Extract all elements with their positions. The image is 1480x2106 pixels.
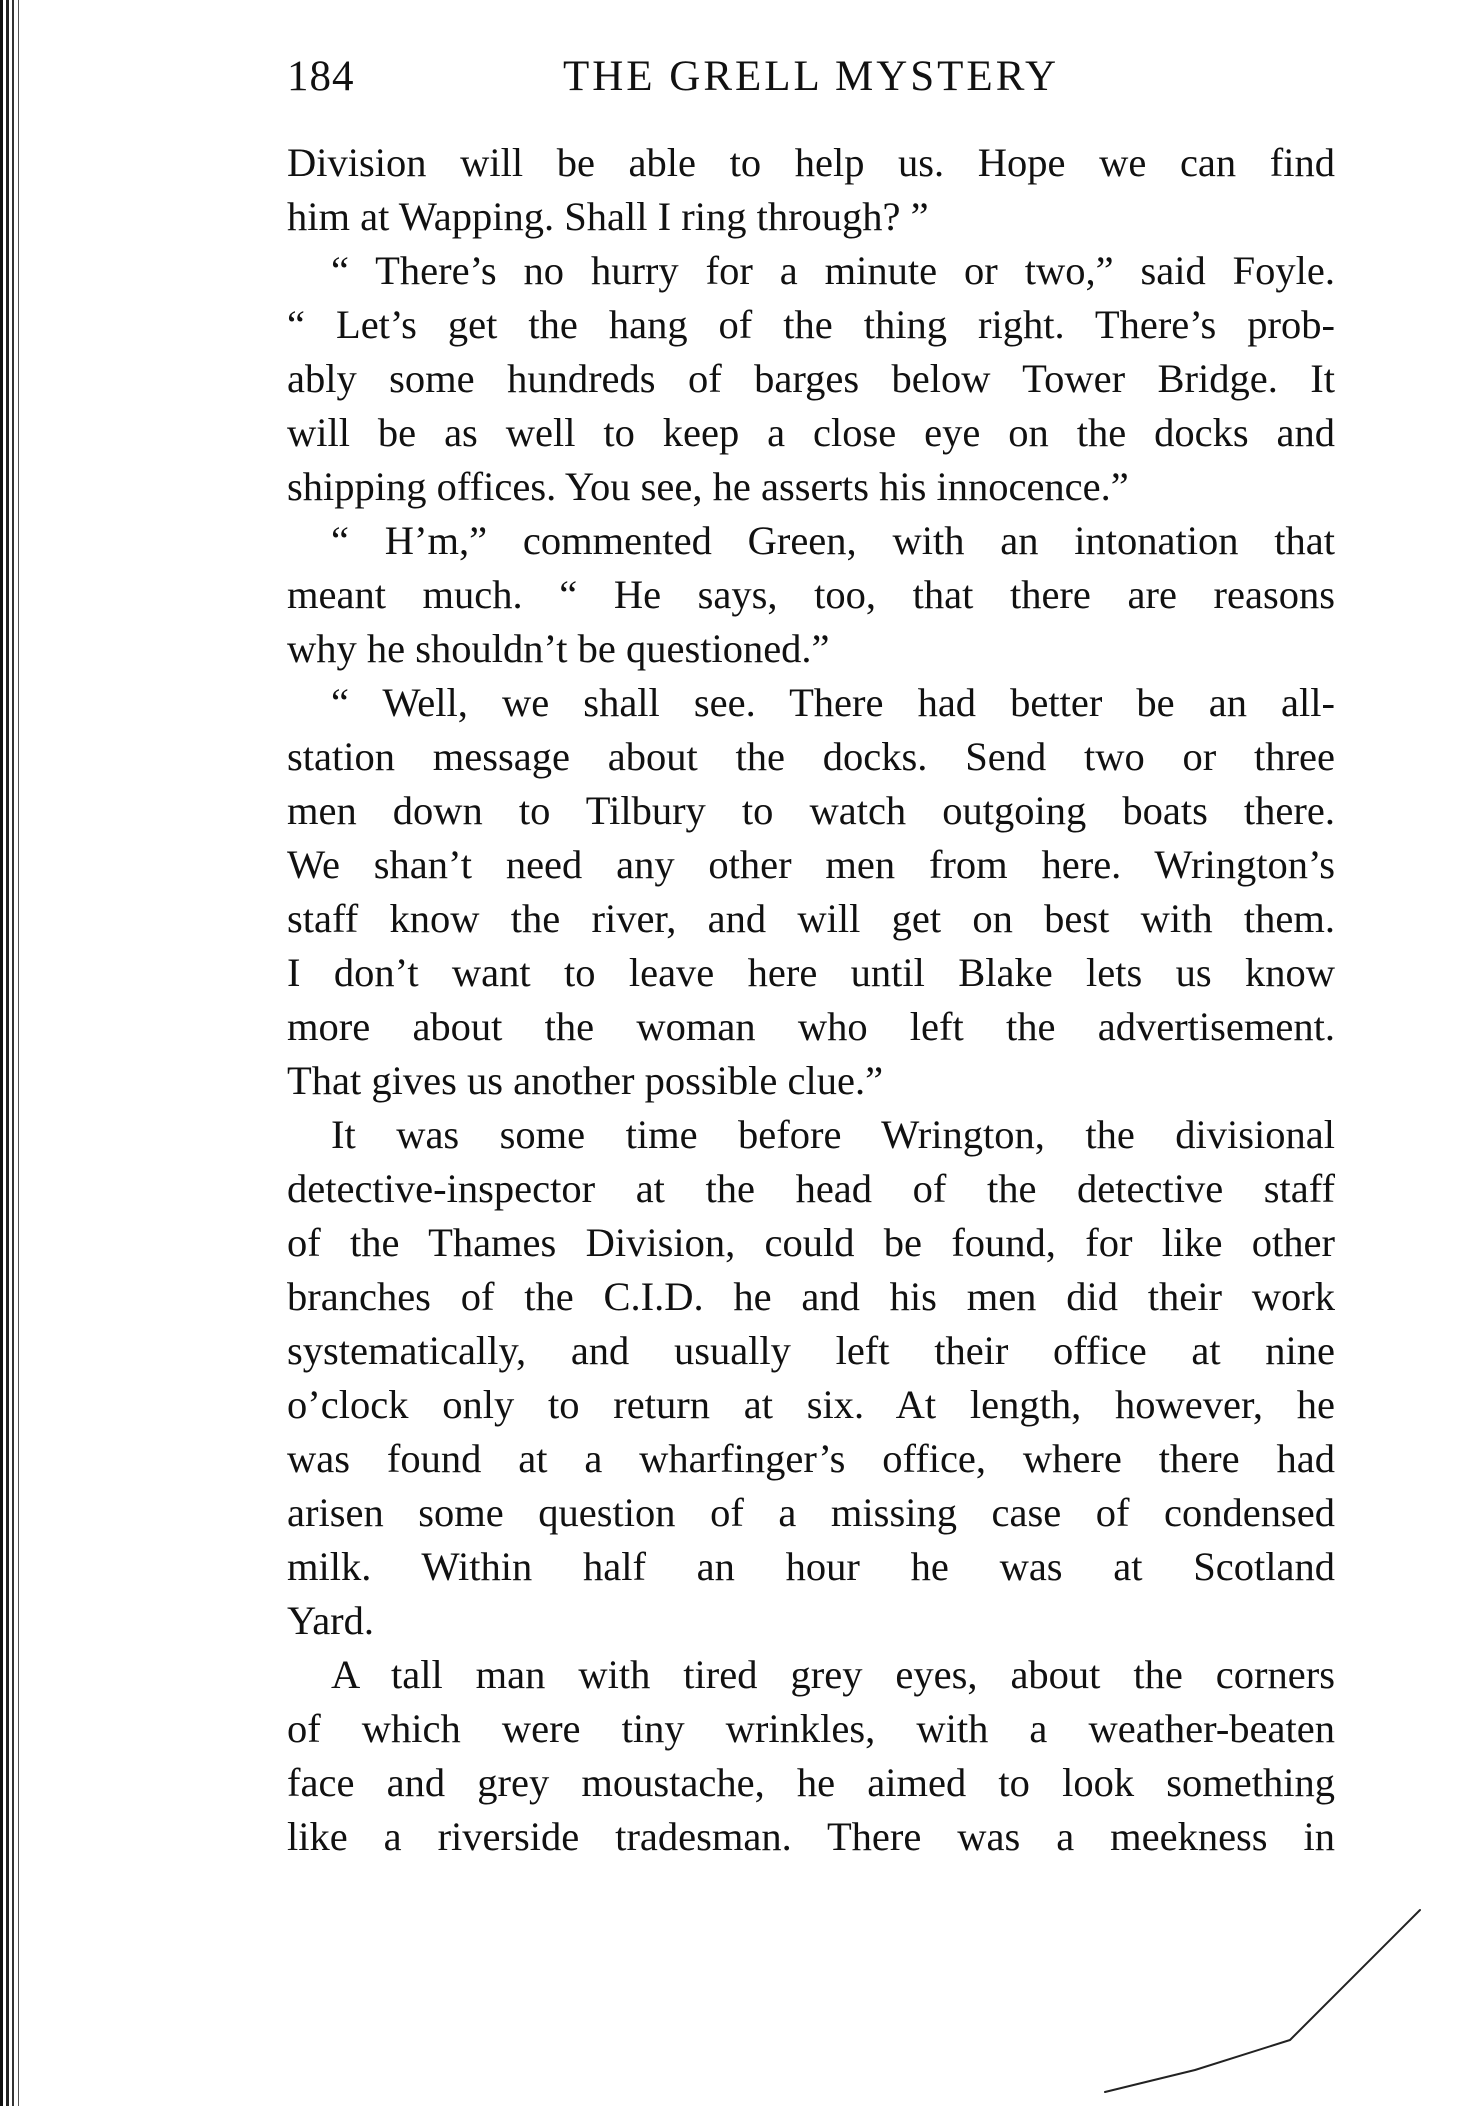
text-line: why he shouldn’t be questioned.” xyxy=(287,626,830,671)
text-line: We shan’t need any other men from here. Wrington’s xyxy=(287,842,1335,887)
text-line: station message about the docks. Send two or three xyxy=(287,734,1335,779)
text-line: meant much. “ He says, too, that there are reasons xyxy=(287,572,1335,617)
running-title: THE GRELL MYSTERY xyxy=(562,53,1060,100)
page-header xyxy=(287,52,1335,122)
text-line: like a riverside tradesman. There was a meekness in xyxy=(287,1814,1335,1859)
page-number: 184 xyxy=(287,53,355,100)
text-line: detective-inspector at the head of the detective staff xyxy=(287,1166,1335,1211)
text-line: was found at a wharfinger’s office, where there had xyxy=(287,1436,1335,1481)
text-line: “ Let’s get the hang of the thing right. There’s prob- xyxy=(287,302,1335,347)
text-line: staff know the river, and will get on best with them. xyxy=(287,896,1335,941)
text-line: milk. Within half an hour he was at Scotland xyxy=(287,1544,1335,1589)
text-line: of the Thames Division, could be found, for like other xyxy=(287,1220,1335,1265)
paragraph xyxy=(287,136,1335,244)
text-line: arisen some question of a missing case of condensed xyxy=(287,1490,1335,1535)
text-line: It was some time before Wrington, the divisional xyxy=(331,1112,1335,1157)
text-line: of which were tiny wrinkles, with a weather-beaten xyxy=(287,1706,1335,1751)
text-line: o’clock only to return at six. At length, however, he xyxy=(287,1382,1335,1427)
text-line: “ Well, we shall see. There had better be an all- xyxy=(331,680,1335,725)
paragraph xyxy=(287,1648,1335,1864)
text-line: That gives us another possible clue.” xyxy=(287,1058,884,1103)
text-line: will be as well to keep a close eye on the docks and xyxy=(287,410,1335,455)
paragraph xyxy=(287,1108,1335,1648)
text-line: ably some hundreds of barges below Tower Bridge. It xyxy=(287,356,1335,401)
text-line: men down to Tilbury to watch outgoing boats there. xyxy=(287,788,1335,833)
text-line: face and grey moustache, he aimed to look something xyxy=(287,1760,1335,1805)
pencil-mark xyxy=(1090,1900,1430,2100)
paragraph xyxy=(287,514,1335,676)
text-line: him at Wapping. Shall I ring through? ” xyxy=(287,194,929,239)
book-page xyxy=(287,52,1335,1864)
text-line: Yard. xyxy=(287,1598,375,1643)
text-line: “ H’m,” commented Green, with an intonation that xyxy=(331,518,1335,563)
text-line: A tall man with tired grey eyes, about the corners xyxy=(331,1652,1335,1697)
text-line: Division will be able to help us. Hope we can find xyxy=(287,140,1335,185)
text-line: branches of the C.I.D. he and his men did their work xyxy=(287,1274,1335,1319)
book-binding-edge xyxy=(0,0,40,2106)
body-text xyxy=(287,136,1335,1864)
paragraph xyxy=(287,244,1335,514)
text-line: more about the woman who left the advertisement. xyxy=(287,1004,1335,1049)
text-line: “ There’s no hurry for a minute or two,” said Foyle. xyxy=(331,248,1335,293)
paragraph xyxy=(287,676,1335,1108)
text-line: I don’t want to leave here until Blake lets us know xyxy=(287,950,1335,995)
text-line: shipping offices. You see, he asserts his innocence.” xyxy=(287,464,1129,509)
text-line: systematically, and usually left their office at nine xyxy=(287,1328,1335,1373)
